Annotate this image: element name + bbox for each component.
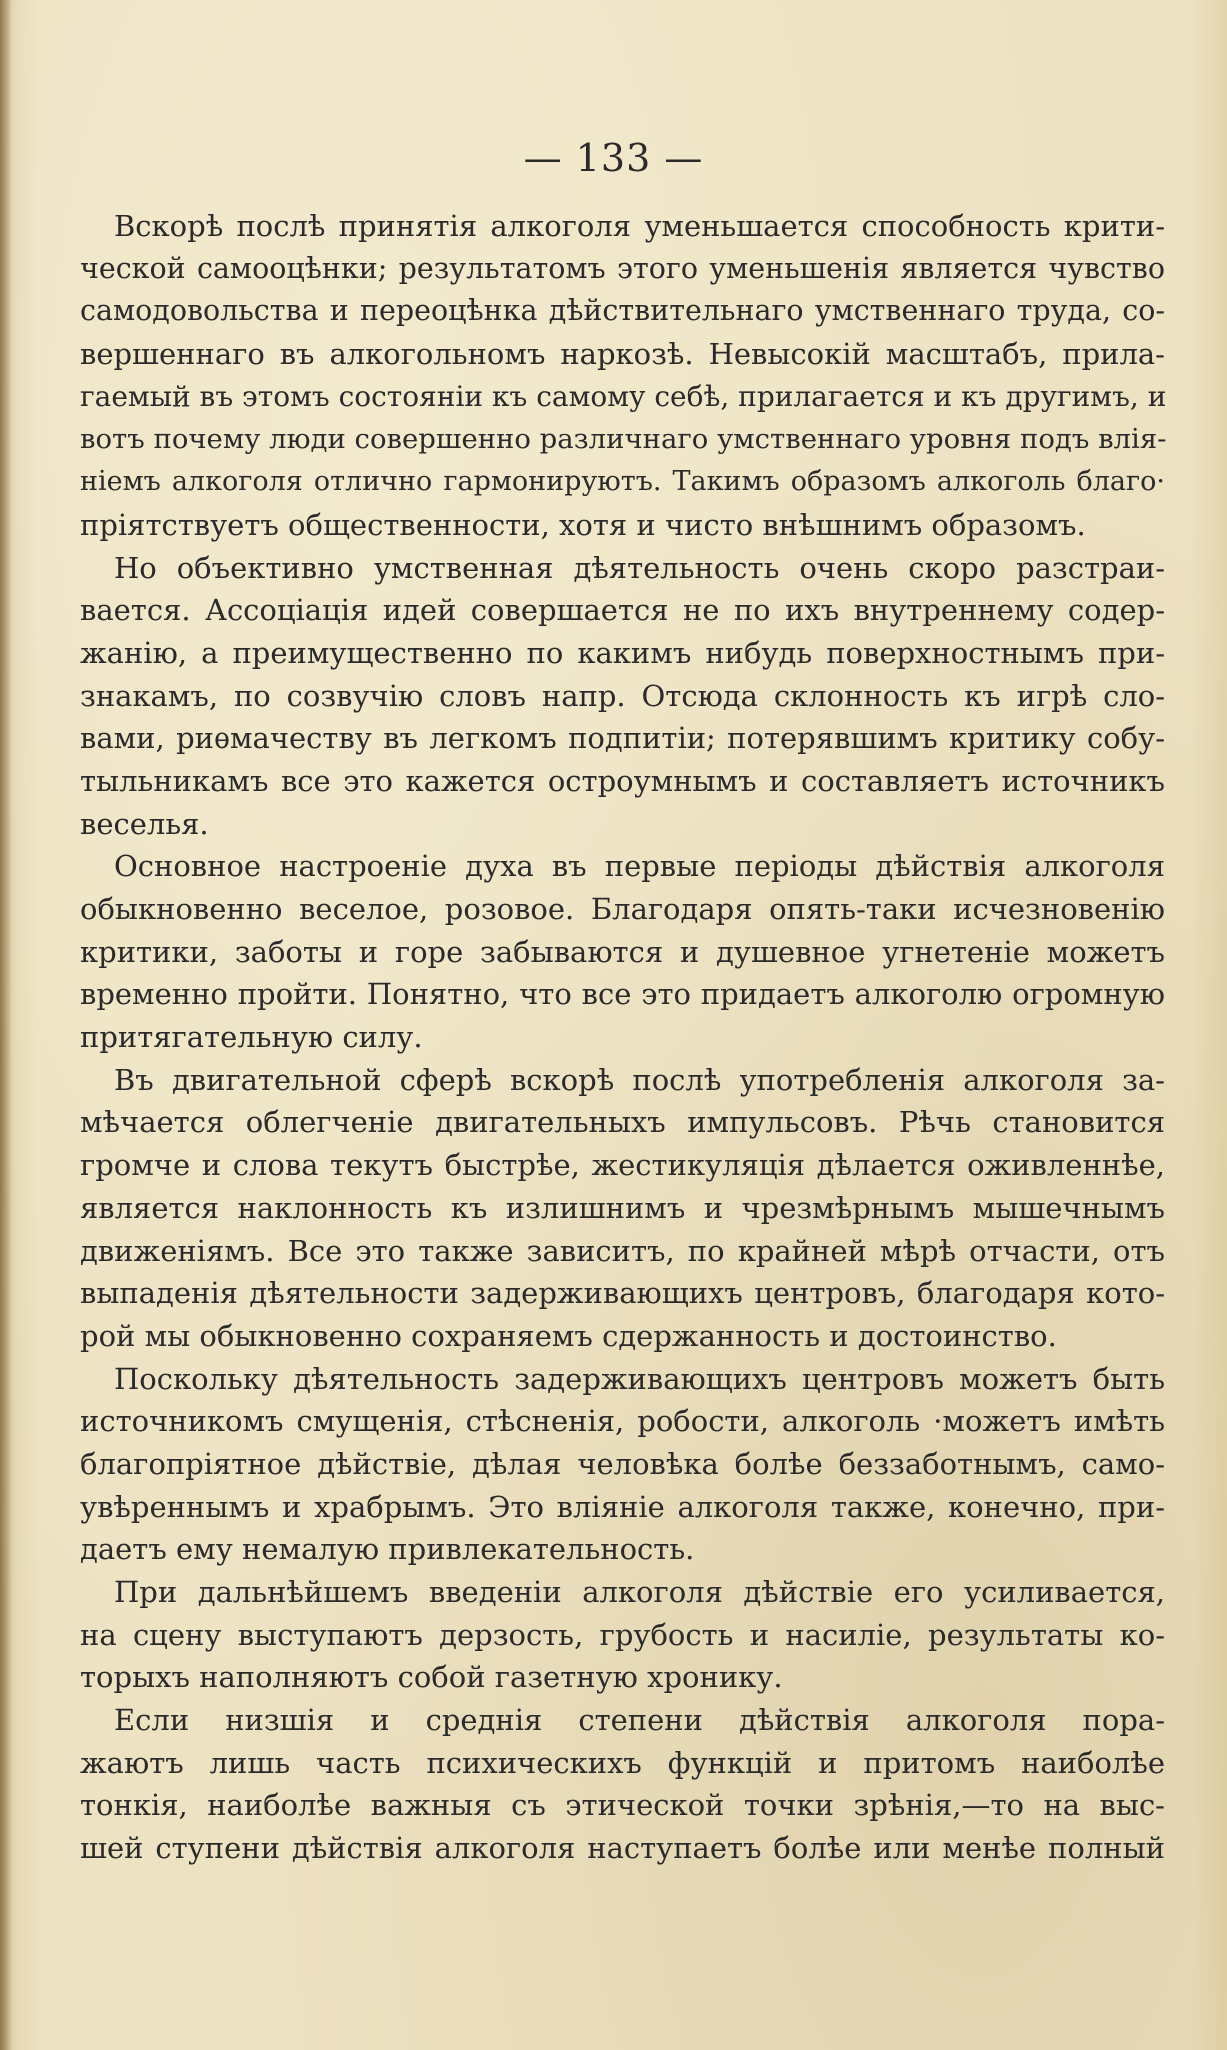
page-number: — 133 — xyxy=(523,136,704,180)
paragraph xyxy=(80,1059,1165,1358)
text-line: пріятствуетъ общественности, хотя и чисто внѣшнимъ образомъ. xyxy=(80,507,1086,542)
text-line: вотъ почему люди совершенно различнаго умственнаго уровня подъ влія- xyxy=(80,423,1167,456)
text-line: мѣчается облегченіе двигательныхъ импульсовъ. Рѣчь становится xyxy=(80,1105,1165,1140)
text-line: обыкновенно веселое, розовое. Благодаря опять-таки исчезновенію xyxy=(80,892,1165,926)
text-line: вами, риѳмачеству въ легкомъ подпитіи; потерявшимъ критику собу- xyxy=(80,721,1165,756)
text-line: самодовольства и переоцѣнка дѣйствительнаго умственнаго труда, со- xyxy=(80,294,1165,328)
text-line: Основное настроеніе духа въ первые періоды дѣйствія алкоголя xyxy=(114,849,1165,884)
text-line: притягательную силу. xyxy=(80,1020,423,1055)
text-line: критики, заботы и горе забываются и душевное угнетеніе можетъ xyxy=(80,934,1165,969)
text-line: на сцену выступаютъ дерзость, грубость и насиліе, результаты ко- xyxy=(80,1617,1165,1652)
text-line: Вскорѣ послѣ принятія алкоголя уменьшается способность крити- xyxy=(114,209,1165,243)
paragraph xyxy=(80,1571,1165,1699)
text-line: жанію, а преимущественно по какимъ нибудь поверхностнымъ при- xyxy=(80,635,1165,670)
text-line: временно пройти. Понятно, что все это придаетъ алкоголю огромную xyxy=(80,977,1165,1012)
paragraph xyxy=(80,845,1165,1058)
text-line: громче и слова текутъ быстрѣе, жестикуляція дѣлается оживленнѣе, xyxy=(80,1148,1165,1183)
text-line: Поскольку дѣятельность задерживающихъ центровъ можетъ быть xyxy=(114,1361,1165,1396)
text-line: выпаденія дѣятельности задерживающихъ центровъ, благодаря кото- xyxy=(80,1276,1165,1311)
text-line: Если низшія и среднія степени дѣйствія алкоголя пора- xyxy=(114,1703,1165,1738)
text-line: является наклонность къ излишнимъ и чрезмѣрнымъ мышечнымъ xyxy=(80,1190,1165,1225)
text-line: увѣреннымъ и храбрымъ. Это вліяніе алкоголя также, конечно, при- xyxy=(80,1489,1165,1524)
text-line: ніемъ алкоголя отлично гармонируютъ. Такимъ образомъ алкоголь благо· xyxy=(80,466,1165,498)
paragraph xyxy=(80,1699,1165,1870)
paragraph xyxy=(80,1358,1165,1571)
paragraph xyxy=(80,547,1165,846)
text-line: даетъ ему немалую привлекательность. xyxy=(80,1532,695,1567)
text-line: вершеннаго въ алкогольномъ наркозѣ. Невысокій масштабъ, прила- xyxy=(80,337,1165,372)
text-line: торыхъ наполняютъ собой газетную хронику. xyxy=(80,1660,783,1695)
text-line: шей ступени дѣйствія алкоголя наступаетъ болѣе или менѣе полный xyxy=(80,1831,1165,1866)
text-line: вается. Ассоціація идей совершается не по ихъ внутреннему содер- xyxy=(80,593,1165,628)
text-line: движеніямъ. Все это также зависитъ, по крайней мѣрѣ отчасти, отъ xyxy=(80,1233,1165,1268)
text-line: Но объективно умственная дѣятельность очень скоро разстраи- xyxy=(114,550,1165,585)
text-line: источникомъ смущенія, стѣсненія, робости, алкоголь ·можетъ имѣть xyxy=(80,1404,1165,1439)
text-line: тонкія, наиболѣе важныя съ этической точки зрѣнія,—то на выс- xyxy=(80,1788,1165,1823)
text-line: Въ двигательной сферѣ вскорѣ послѣ употребленія алкоголя за- xyxy=(114,1062,1165,1097)
text-line: веселья. xyxy=(80,806,209,841)
text-line: ческой самооцѣнки; результатомъ этого уменьшенія является чувство xyxy=(80,251,1165,285)
text-line: благопріятное дѣйствіе, дѣлая человѣка болѣе беззаботнымъ, само- xyxy=(80,1446,1165,1481)
text-line: жаютъ лишь часть психическихъ функцій и притомъ наиболѣе xyxy=(80,1745,1165,1780)
text-body xyxy=(80,205,1165,1870)
paragraph xyxy=(80,205,1165,547)
text-line: тыльникамъ все это кажется остроумнымъ и составляетъ источникъ xyxy=(80,763,1165,798)
text-line: гаемый въ этомъ состояніи къ самому себѣ, прилагается и къ другимъ, и xyxy=(80,379,1167,413)
text-line: знакамъ, по созвучію словъ напр. Отсюда склонность къ игрѣ сло- xyxy=(80,678,1165,713)
text-line: При дальнѣйшемъ введеніи алкоголя дѣйствіе его усиливается, xyxy=(114,1575,1165,1609)
text-line: рой мы обыкновенно сохраняемъ сдержанность и достоинство. xyxy=(80,1318,1057,1353)
